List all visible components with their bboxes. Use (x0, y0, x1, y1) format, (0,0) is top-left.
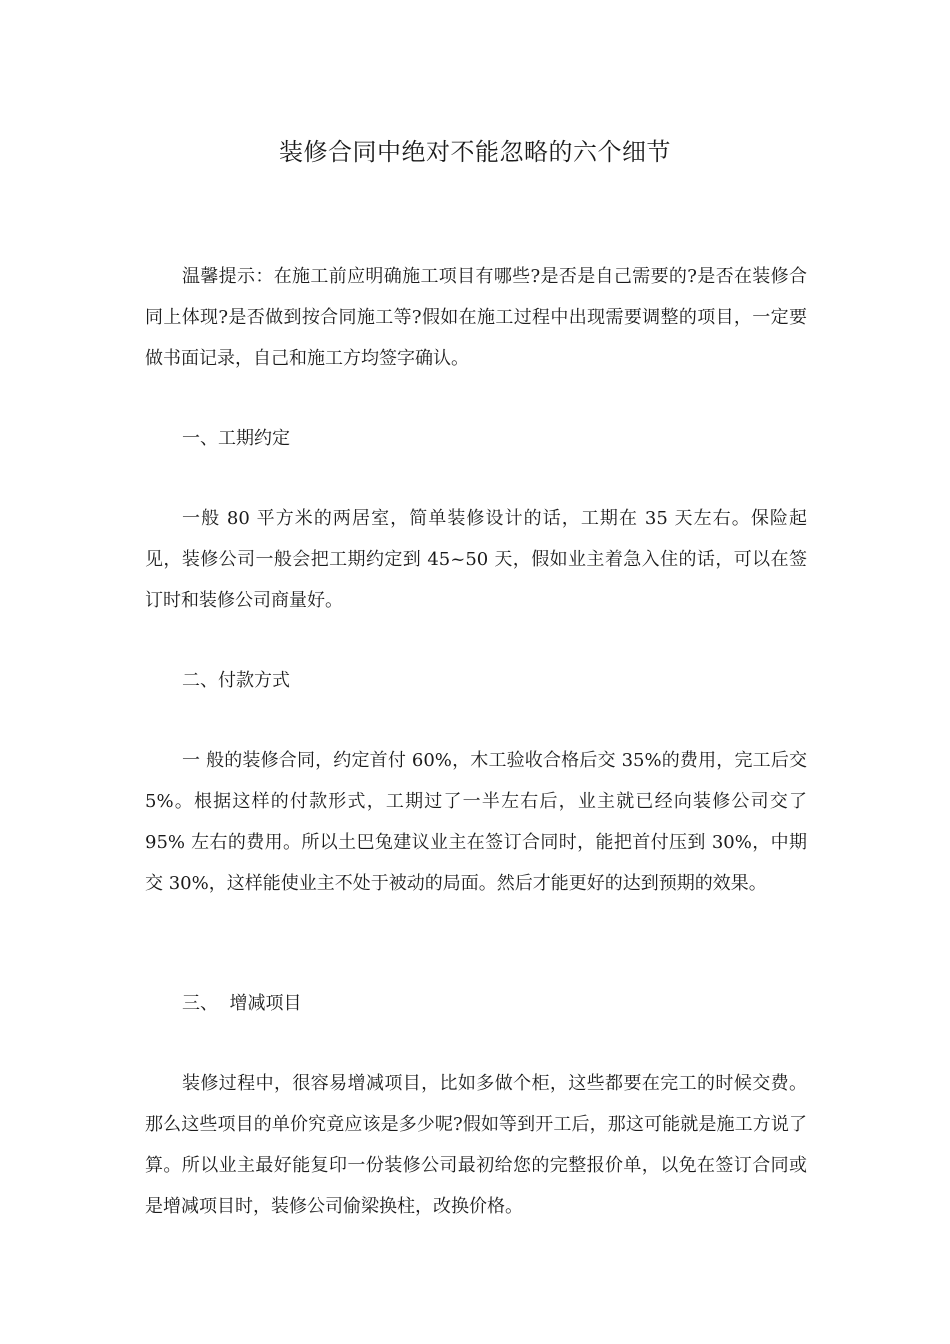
section-body-changes: 装修过程中，很容易增减项目，比如多做个柜，这些都要在完工的时候交费。那么这些项目的单价究竟应该是多少呢?假如等到开工后，那这可能就是施工方说了算。所以业主最好能复印一份装修公司最初给您的完整报价单，以免在签订合同或是增减项目时，装修公司偷梁换柱，改换价格。 (145, 1073, 807, 1217)
section-body-schedule: 一般 80 平方米的两居室，简单装修设计的话，工期在 35 天左右。保险起见，装修公司一般会把工期约定到 45~50 天，假如业主着急入住的话，可以在签订时和装修公司商量好。 (145, 508, 807, 611)
intro-paragraph: 温馨提示：在施工前应明确施工项目有哪些?是否是自己需要的?是否在装修合同上体现?是否做到按合同施工等?假如在施工过程中出现需要调整的项目，一定要做书面记录，自己和施工方均签字确认。 (145, 266, 807, 369)
section-body-payment: 一 般的装修合同，约定首付 60%，木工验收合格后交 35%的费用，完工后交 5%。根据这样的付款形式，工期过了一半左右后，业主就已经向装修公司交了 95% 左右的费用。所以土巴兔建议业主在签订合同时，能把首付压到 30%，中期交 30%，这样能使业主不处于被动的局面。然后才能更好的达到预期的效果。 (145, 750, 807, 894)
document-title: 装修合同中绝对不能忽略的六个细节 (279, 138, 671, 166)
section-heading-payment: 二、付款方式 (182, 670, 290, 691)
section-heading-schedule: 一、工期约定 (182, 428, 290, 449)
section-heading-changes: 三、 增减项目 (182, 993, 302, 1014)
